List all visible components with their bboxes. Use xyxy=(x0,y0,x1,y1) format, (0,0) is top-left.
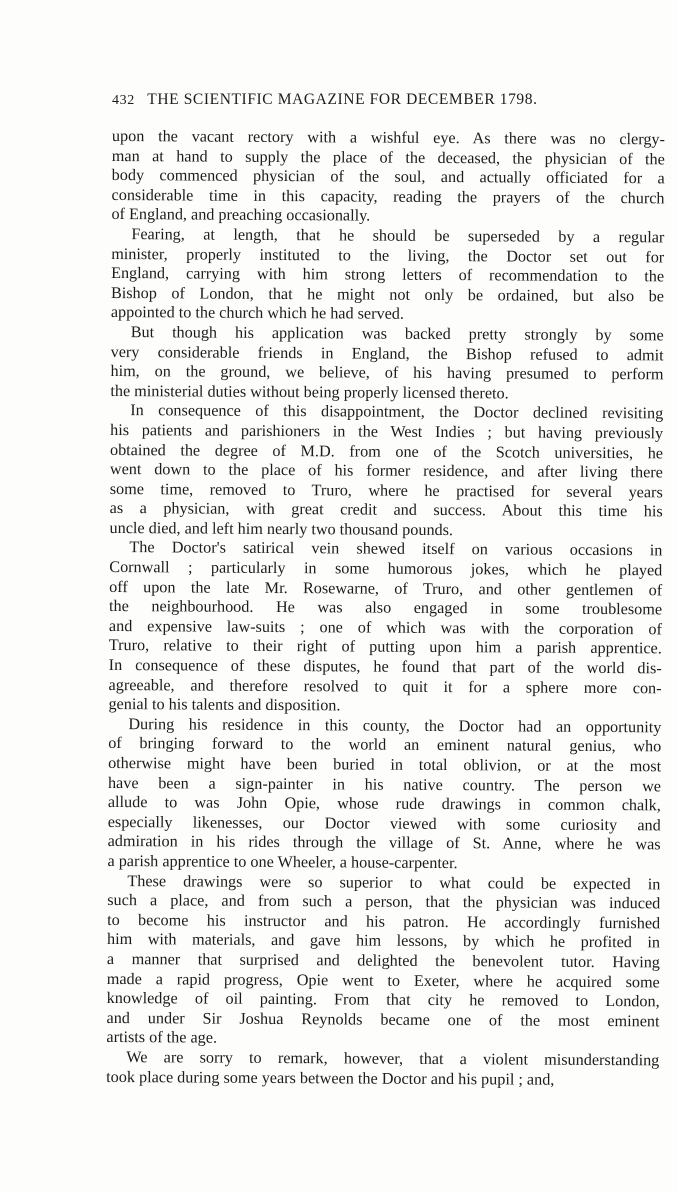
running-title: THE SCIENTIFIC MAGAZINE FOR DECEMBER 1798. xyxy=(147,91,538,108)
text-line: of bringing forward to the world an eminent natural genius, who xyxy=(108,734,662,756)
text-line: his patients and parishioners in the West Indies ; but having previously xyxy=(110,420,664,443)
text-line: admiration in his rides through the village of St. Anne, where he was xyxy=(107,832,661,854)
text-line: him with materials, and gave him lessons, by which he profited in xyxy=(106,930,661,952)
text-line: a parish apprentice to one Wheeler, a house-carpenter. xyxy=(107,851,458,873)
text-line: as a physician, with great credit and success. About this time his xyxy=(109,499,663,521)
paragraph xyxy=(107,715,661,875)
text-line: During his residence in this county, the Doctor had an opportunity xyxy=(128,714,662,737)
paragraph xyxy=(106,1048,659,1091)
page-number: 432 xyxy=(112,93,135,108)
text-line: man at hand to supply the place of the deceased, the physician of the xyxy=(111,146,665,168)
text-line: obtained the degree of M.D. from one of the Scotch universities, he xyxy=(109,440,664,462)
text-line: especially likenesses, our Doctor viewed with some curiosity and xyxy=(107,812,661,835)
text-line: These drawings were so superior to what could be expected in xyxy=(127,871,661,893)
text-line: off upon the late Mr. Rosewarne, of Truro, and other gentlemen of xyxy=(109,577,663,600)
text-line: went down to the place of his former residence, and after living there xyxy=(109,460,663,482)
text-line: and expensive law-suits ; one of which was with the corporation of xyxy=(108,616,662,639)
text-line: allude to was John Opie, whose rude drawings in common chalk, xyxy=(107,793,661,815)
text-line: otherwise might have been buried in total oblivion, or at the most xyxy=(108,753,662,776)
text-line: a manner that surprised and delighted the benevolent tutor. Having xyxy=(106,949,660,972)
text-line: Bishop of London, that he might not only be ordained, but also be xyxy=(110,283,665,306)
text-line: have been a sign-painter in his native country. The person we xyxy=(107,773,662,795)
paragraph xyxy=(108,538,662,718)
text-line: and under Sir Joshua Reynolds became one of the most eminent xyxy=(106,1008,660,1031)
paragraph xyxy=(111,225,665,326)
paragraph xyxy=(109,401,663,542)
text-line: him, on the ground, we believe, of his having presumed to perform xyxy=(110,362,664,384)
text-line: artists of the age. xyxy=(106,1028,218,1047)
text-line: Truro, relative to their right of putting upon him a parish apprentice. xyxy=(108,636,662,658)
text-line: some time, removed to Truro, where he practised for several years xyxy=(109,479,663,502)
text-line: of England, and preaching occasionally. xyxy=(111,205,371,225)
paragraph xyxy=(106,872,660,1052)
text-line: uncle died, and left him nearly two thousand pounds. xyxy=(109,518,454,539)
text-line: In consequence of this disappointment, the Doctor declined revisiting xyxy=(130,401,664,423)
text-line: genial to his talents and disposition. xyxy=(108,695,341,715)
text-line: But though his application was backed pretty strongly by some xyxy=(130,323,664,345)
text-line: minister, properly instituted to the living, the Doctor set out for xyxy=(111,244,665,266)
text-line: The Doctor's satirical vein shewed itself on various occasions in xyxy=(129,538,663,560)
text-line: made a rapid progress, Opie went to Exeter, where he acquired some xyxy=(106,969,660,991)
text-line: England, carrying with him strong letters of recommendation to the xyxy=(111,264,665,286)
text-line: took place during some years between the Doctor and his pupil ; and, xyxy=(106,1067,555,1089)
paragraph xyxy=(110,323,663,405)
text-line: the neighbourhood. He was also engaged in some troublesome xyxy=(109,597,663,619)
text-line: very considerable friends in England, the Bishop refused to admit xyxy=(110,342,664,364)
text-line: Fearing, at length, that he should be superseded by a regular xyxy=(131,225,665,247)
text-line: appointed to the church which he had served. xyxy=(110,303,404,324)
text-line: We are sorry to remark, however, that a violent misunderstanding xyxy=(126,1048,660,1070)
text-line: agreeable, and therefore resolved to quit it for a sphere more con- xyxy=(108,675,662,697)
running-head xyxy=(112,91,632,115)
article-body xyxy=(106,127,665,1090)
text-line: body commenced physician of the soul, and actually officiated for a xyxy=(111,166,665,188)
paragraph xyxy=(111,127,665,228)
text-line: such a place, and from such a person, that the physician was induced xyxy=(107,891,661,913)
text-line: the ministerial duties without being properly licensed thereto. xyxy=(110,381,509,403)
text-line: upon the vacant rectory with a wishful eye. As there was no clergy- xyxy=(111,127,665,149)
text-line: knowledge of oil painting. From that city he removed to London, xyxy=(106,989,660,1011)
text-line: In consequence of these disputes, he found that part of the world dis- xyxy=(108,656,662,678)
text-line: Cornwall ; particularly in some humorous jokes, which he played xyxy=(109,558,663,580)
text-line: to become his instructor and his patron. He accordingly furnished xyxy=(107,910,661,933)
text-line: considerable time in this capacity, reading the prayers of the church xyxy=(111,185,665,208)
